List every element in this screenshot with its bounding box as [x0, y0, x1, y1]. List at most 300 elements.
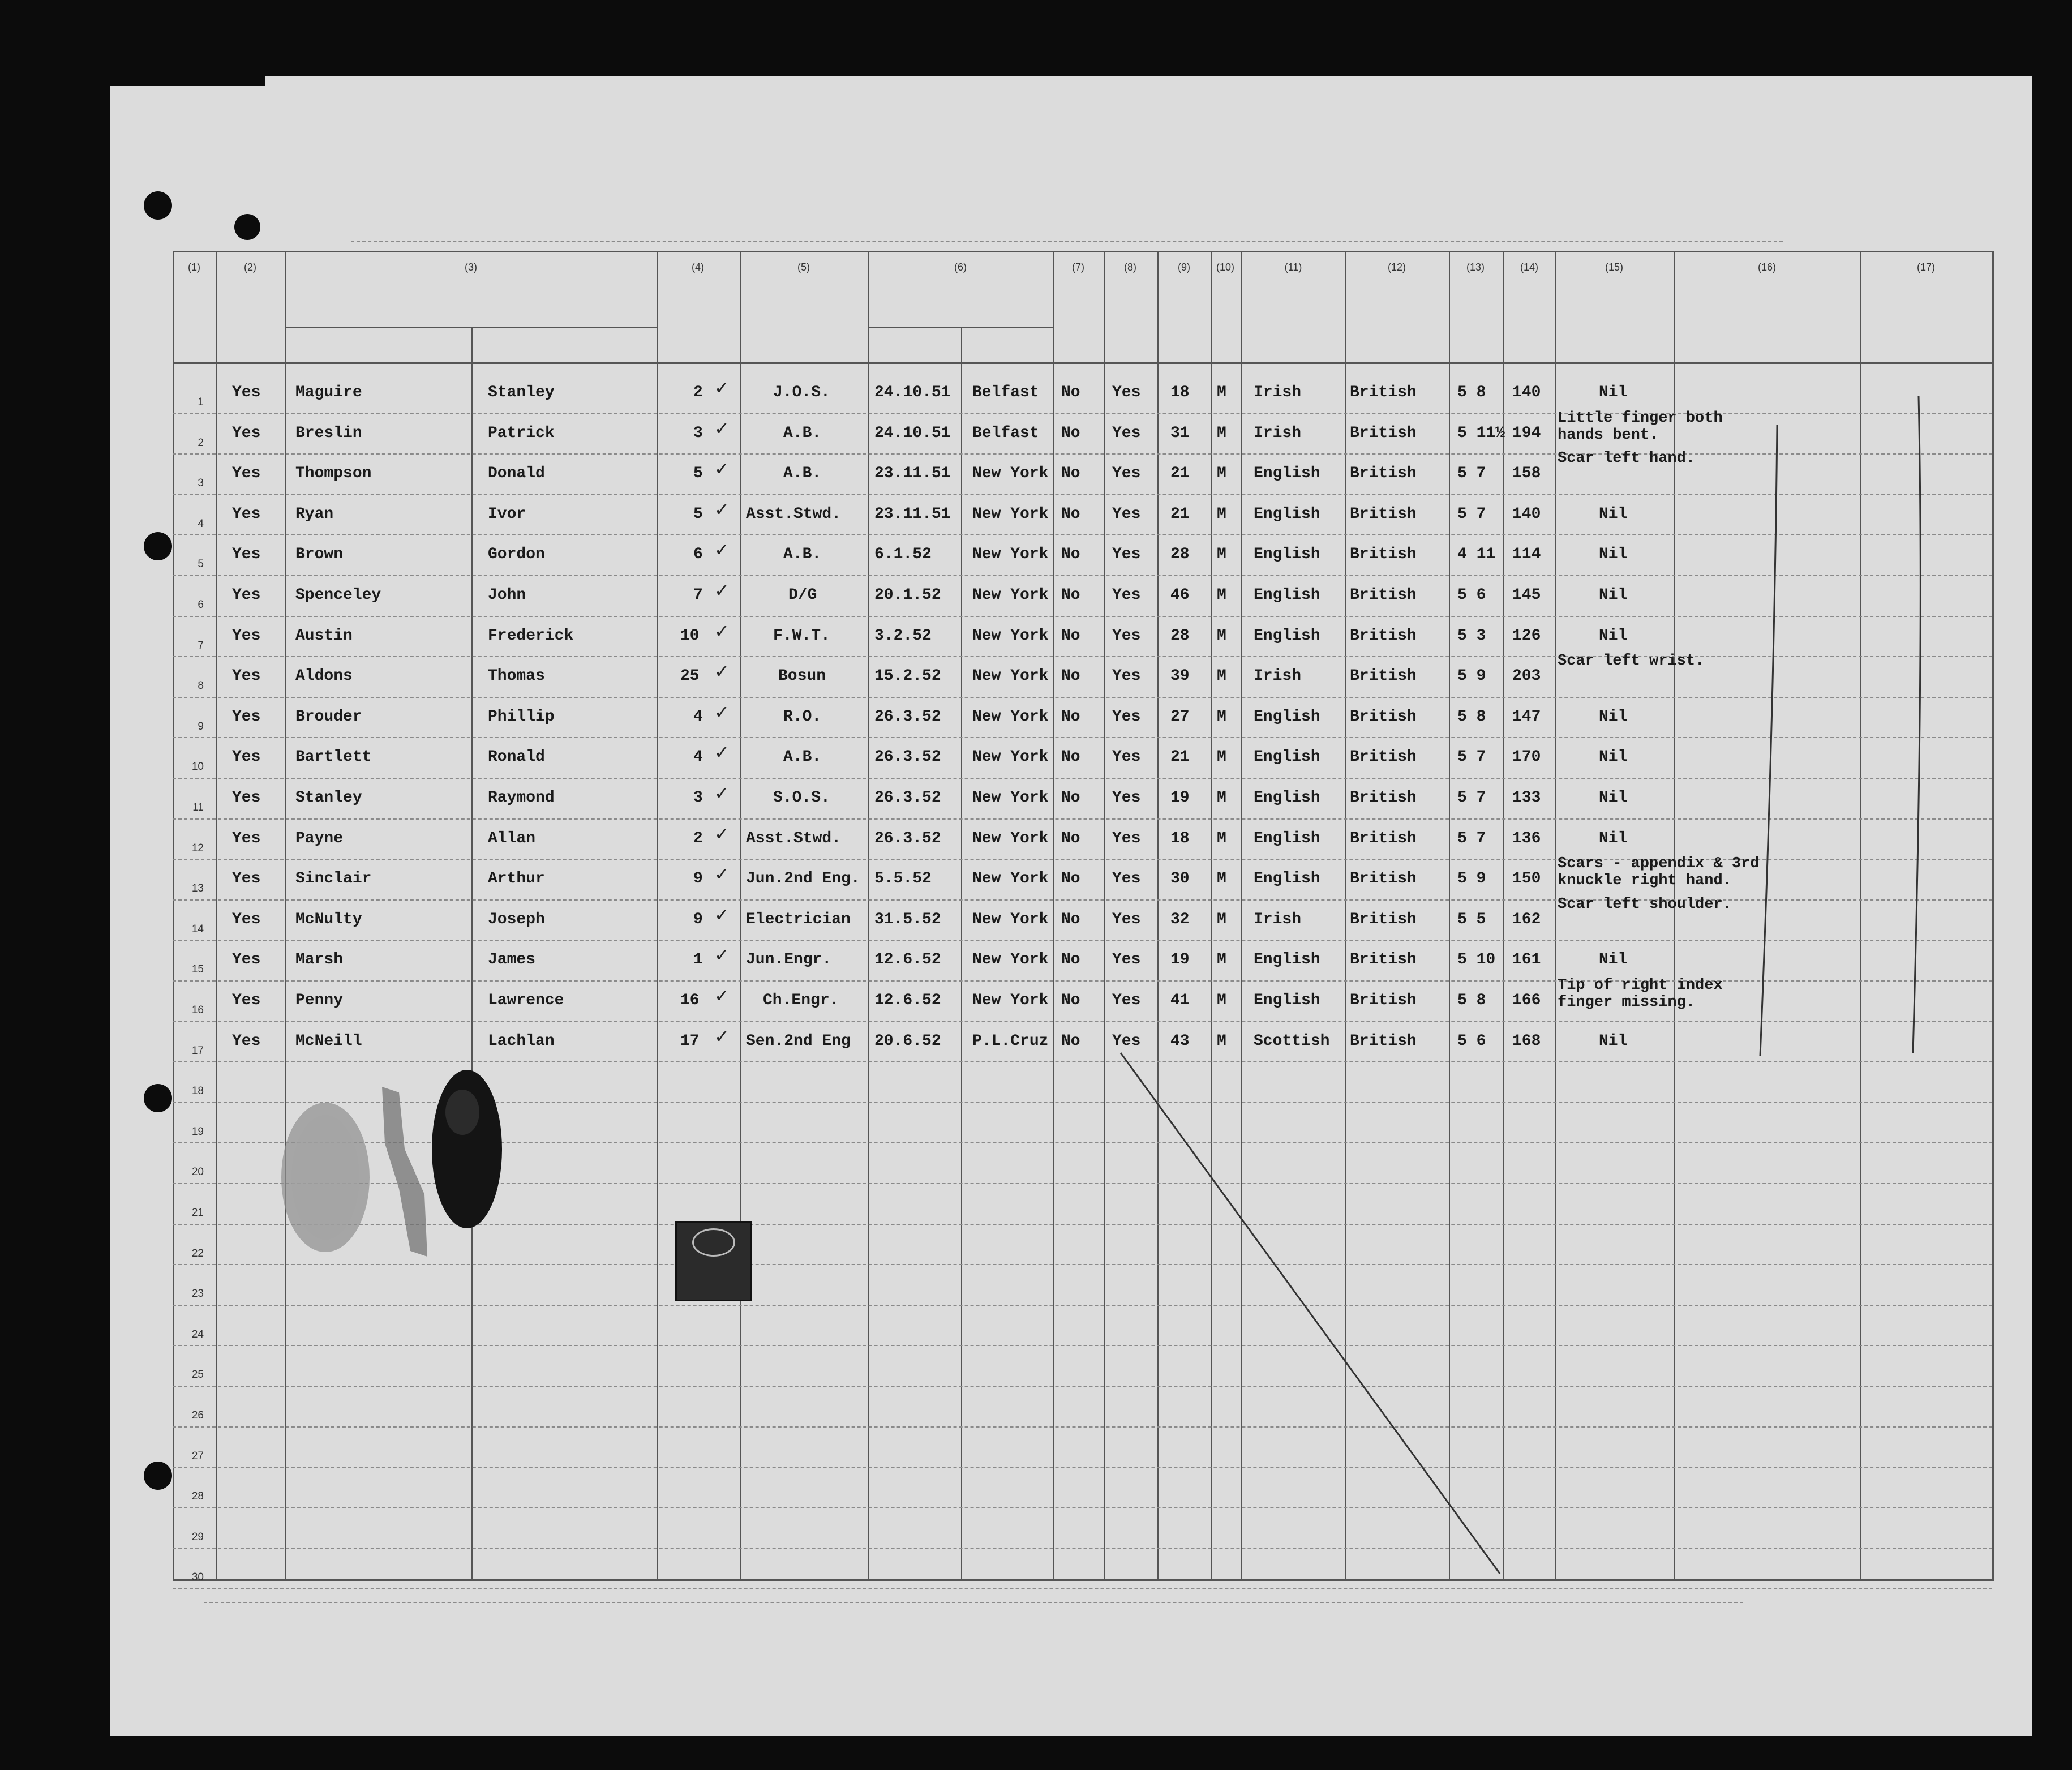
- crew-position: Electrician: [746, 910, 851, 928]
- check-mark-icon: ✓: [714, 985, 730, 1006]
- crew-discharged: No: [1061, 424, 1080, 442]
- crew-age: 31: [1170, 424, 1190, 442]
- row-rule: [173, 616, 1992, 617]
- crew-position: A.B.: [783, 546, 822, 564]
- crew-given-name: Gordon: [488, 546, 545, 564]
- column-number: (3): [465, 262, 477, 273]
- crew-weight: 136: [1512, 829, 1541, 847]
- crew-weight: 147: [1512, 708, 1541, 726]
- crew-family-name: Ryan: [295, 505, 334, 523]
- crew-shipped-where: New York: [972, 505, 1049, 523]
- crew-last-voyage: Yes: [232, 748, 261, 766]
- crew-age: 19: [1170, 789, 1190, 807]
- crew-discharged: No: [1061, 870, 1080, 888]
- crew-able-to-read: Yes: [1112, 829, 1141, 847]
- crew-shipped-where: New York: [972, 951, 1049, 969]
- crew-age: 43: [1170, 1032, 1190, 1050]
- crew-given-name: Raymond: [488, 789, 555, 807]
- row-rule: [173, 1467, 1992, 1468]
- crew-race: English: [1254, 708, 1320, 726]
- crew-length-service: 10: [680, 627, 700, 645]
- crew-able-to-read: Yes: [1112, 384, 1141, 401]
- crew-shipped-when: 26.3.52: [874, 708, 941, 726]
- crew-family-name: Spenceley: [295, 586, 381, 604]
- crew-height: 5 7: [1457, 505, 1486, 523]
- crew-nationality: British: [1350, 951, 1417, 969]
- crew-nationality: British: [1350, 505, 1417, 523]
- crew-able-to-read: Yes: [1112, 992, 1141, 1009]
- table-bottom-rule: [173, 1579, 1992, 1581]
- crew-sex: M: [1217, 951, 1226, 969]
- row-number: 3: [198, 477, 204, 490]
- crew-length-service: 17: [680, 1032, 700, 1050]
- column-rule: [961, 327, 962, 1581]
- crew-sex: M: [1217, 1032, 1226, 1050]
- crew-physical-marks: Nil: [1599, 546, 1628, 564]
- column-rule: [740, 251, 741, 1581]
- row-number: 12: [191, 842, 204, 854]
- row-rule: [173, 534, 1992, 535]
- crew-family-name: Brown: [295, 546, 344, 564]
- crew-race: English: [1254, 789, 1320, 807]
- row-number: 1: [198, 396, 204, 408]
- crew-discharged: No: [1061, 992, 1080, 1009]
- crew-length-service: 6: [693, 546, 703, 564]
- crew-weight: 140: [1512, 505, 1541, 523]
- table-header-rule: [173, 362, 1992, 364]
- crew-given-name: Thomas: [488, 667, 545, 685]
- crew-able-to-read: Yes: [1112, 789, 1141, 807]
- crew-family-name: Stanley: [295, 789, 362, 807]
- crew-age: 19: [1170, 951, 1190, 969]
- row-number: 10: [191, 761, 204, 773]
- crew-able-to-read: Yes: [1112, 748, 1141, 766]
- crew-family-name: Penny: [295, 992, 344, 1009]
- crew-given-name: Phillip: [488, 708, 555, 726]
- crew-position: S.O.S.: [773, 789, 830, 807]
- check-mark-icon: ✓: [714, 903, 730, 925]
- crew-position: A.B.: [783, 424, 822, 442]
- crew-shipped-when: 3.2.52: [874, 627, 932, 645]
- check-mark-icon: ✓: [714, 580, 730, 601]
- row-number: 18: [191, 1085, 204, 1098]
- crew-height: 5 10: [1457, 951, 1496, 969]
- row-number: 28: [191, 1490, 204, 1503]
- crew-shipped-when: 12.6.52: [874, 951, 941, 969]
- crew-length-service: 2: [693, 384, 703, 401]
- row-number: 13: [191, 882, 204, 895]
- crew-family-name: Breslin: [295, 424, 362, 442]
- crew-nationality: British: [1350, 465, 1417, 483]
- crew-last-voyage: Yes: [232, 465, 261, 483]
- row-number: 4: [198, 517, 204, 530]
- row-rule: [173, 1345, 1992, 1346]
- column-rule: [657, 251, 658, 1581]
- crew-height: 5 8: [1457, 708, 1486, 726]
- crew-nationality: British: [1350, 870, 1417, 888]
- crew-given-name: Stanley: [488, 384, 555, 401]
- row-number: 21: [191, 1207, 204, 1219]
- table-top-rule: [173, 251, 1992, 252]
- crew-sex: M: [1217, 708, 1226, 726]
- crew-position: R.O.: [783, 708, 822, 726]
- crew-family-name: Bartlett: [295, 748, 372, 766]
- remarks-handwritten-stroke: [1743, 374, 1981, 1070]
- crew-height: 5 9: [1457, 667, 1486, 685]
- row-number: 24: [191, 1328, 204, 1340]
- crew-nationality: British: [1350, 992, 1417, 1009]
- row-number: 22: [191, 1247, 204, 1259]
- crew-physical-marks: Little finger both hands bent.: [1558, 409, 1723, 444]
- crew-last-voyage: Yes: [232, 546, 261, 564]
- check-mark-icon: ✓: [714, 822, 730, 845]
- crew-last-voyage: Yes: [232, 910, 261, 928]
- crew-length-service: 9: [693, 870, 703, 888]
- crew-shipped-when: 12.6.52: [874, 992, 941, 1009]
- crew-shipped-where: New York: [972, 546, 1049, 564]
- crew-weight: 126: [1512, 627, 1541, 645]
- binder-hole: [144, 1084, 172, 1112]
- binder-hole: [144, 1462, 172, 1490]
- crew-shipped-where: P.L.Cruz: [972, 1032, 1049, 1050]
- crew-discharged: No: [1061, 465, 1080, 483]
- row-rule: [173, 1548, 1992, 1549]
- crew-last-voyage: Yes: [232, 505, 261, 523]
- crew-length-service: 4: [693, 748, 703, 766]
- crew-weight: 145: [1512, 586, 1541, 604]
- crew-able-to-read: Yes: [1112, 870, 1141, 888]
- column-rule: [285, 251, 286, 1581]
- check-mark-icon: ✓: [714, 539, 730, 561]
- crew-nationality: British: [1350, 748, 1417, 766]
- crew-given-name: John: [488, 586, 526, 604]
- crew-sex: M: [1217, 829, 1226, 847]
- fee-stamp: [675, 1221, 752, 1301]
- row-number: 15: [191, 963, 204, 976]
- column-number: (9): [1178, 262, 1190, 273]
- column-number: (6): [954, 262, 967, 273]
- row-number: 20: [191, 1166, 204, 1178]
- row-number: 5: [198, 558, 204, 571]
- row-number: 26: [191, 1409, 204, 1421]
- row-rule: [173, 494, 1992, 495]
- crew-weight: 161: [1512, 951, 1541, 969]
- crew-position: Jun.Engr.: [746, 951, 832, 969]
- crew-last-voyage: Yes: [232, 870, 261, 888]
- crew-race: English: [1254, 505, 1320, 523]
- crew-able-to-read: Yes: [1112, 424, 1141, 442]
- crew-shipped-when: 26.3.52: [874, 748, 941, 766]
- row-number: 17: [191, 1044, 204, 1057]
- column-number: (16): [1757, 262, 1776, 273]
- crew-family-name: Payne: [295, 829, 344, 847]
- crew-nationality: British: [1350, 1032, 1417, 1050]
- crew-discharged: No: [1061, 789, 1080, 807]
- crew-race: Irish: [1254, 424, 1302, 442]
- crew-shipped-where: New York: [972, 627, 1049, 645]
- crew-physical-marks: Nil: [1599, 586, 1628, 604]
- crew-weight: 114: [1512, 546, 1541, 564]
- crew-length-service: 16: [680, 992, 700, 1009]
- column-number: (5): [797, 262, 810, 273]
- crew-physical-marks: Scar left hand.: [1558, 450, 1696, 468]
- crew-physical-marks: Tip of right index finger missing.: [1558, 977, 1723, 1011]
- crew-shipped-when: 6.1.52: [874, 546, 932, 564]
- crew-race: English: [1254, 465, 1320, 483]
- crew-able-to-read: Yes: [1112, 627, 1141, 645]
- check-mark-icon: ✓: [714, 620, 730, 642]
- crew-discharged: No: [1061, 951, 1080, 969]
- crew-shipped-where: Belfast: [972, 424, 1039, 442]
- crew-length-service: 3: [693, 424, 703, 442]
- crew-sex: M: [1217, 546, 1226, 564]
- crew-height: 5 7: [1457, 465, 1486, 483]
- check-mark-icon: ✓: [714, 1025, 730, 1047]
- crew-discharged: No: [1061, 384, 1080, 401]
- crew-position: Asst.Stwd.: [746, 829, 842, 847]
- crew-shipped-when: 23.11.51: [874, 465, 951, 483]
- crew-physical-marks: Nil: [1599, 789, 1628, 807]
- row-rule: [173, 1021, 1992, 1022]
- crew-weight: 150: [1512, 870, 1541, 888]
- crew-length-service: 25: [680, 667, 700, 685]
- closing-diagonal-line: [1109, 1047, 1505, 1579]
- crew-last-voyage: Yes: [232, 627, 261, 645]
- column-number: (13): [1466, 262, 1485, 273]
- crew-sex: M: [1217, 992, 1226, 1009]
- crew-given-name: Allan: [488, 829, 536, 847]
- crew-shipped-where: New York: [972, 586, 1049, 604]
- crew-family-name: Thompson: [295, 465, 372, 483]
- crew-shipped-when: 15.2.52: [874, 667, 941, 685]
- crew-length-service: 3: [693, 789, 703, 807]
- crew-nationality: British: [1350, 789, 1417, 807]
- crew-sex: M: [1217, 505, 1226, 523]
- crew-weight: 194: [1512, 424, 1541, 442]
- check-mark-icon: ✓: [714, 701, 730, 723]
- vessel-underline: [351, 241, 1783, 242]
- column-rule: [1104, 251, 1105, 1581]
- check-mark-icon: ✓: [714, 498, 730, 520]
- crew-discharged: No: [1061, 627, 1080, 645]
- column-rule: [173, 251, 174, 1581]
- check-mark-icon: ✓: [714, 782, 730, 804]
- row-rule: [173, 778, 1992, 779]
- crew-last-voyage: Yes: [232, 789, 261, 807]
- row-rule: [173, 940, 1992, 941]
- fee-stamp-center: [692, 1228, 735, 1257]
- crew-height: 5 9: [1457, 870, 1486, 888]
- crew-position: Asst.Stwd.: [746, 505, 842, 523]
- column-number: (14): [1520, 262, 1538, 273]
- crew-length-service: 7: [693, 586, 703, 604]
- crew-discharged: No: [1061, 505, 1080, 523]
- crew-weight: 203: [1512, 667, 1541, 685]
- crew-physical-marks: Scar left wrist.: [1558, 653, 1705, 670]
- crew-last-voyage: Yes: [232, 829, 261, 847]
- crew-height: 4 11: [1457, 546, 1496, 564]
- crew-family-name: Marsh: [295, 951, 344, 969]
- sheet-top-strip: [265, 76, 2032, 116]
- column-number: (1): [188, 262, 200, 273]
- crew-height: 5 8: [1457, 992, 1486, 1009]
- crew-sex: M: [1217, 748, 1226, 766]
- crew-height: 5 5: [1457, 910, 1486, 928]
- row-rule: [173, 697, 1992, 698]
- row-rule: [173, 1264, 1992, 1265]
- crew-able-to-read: Yes: [1112, 505, 1141, 523]
- crew-weight: 170: [1512, 748, 1541, 766]
- crew-given-name: Ronald: [488, 748, 545, 766]
- crew-race: English: [1254, 748, 1320, 766]
- crew-length-service: 5: [693, 465, 703, 483]
- embossed-seal: [277, 1098, 374, 1257]
- row-number: 8: [198, 680, 204, 692]
- crew-race: English: [1254, 870, 1320, 888]
- crew-race: Scottish: [1254, 1032, 1330, 1050]
- crew-physical-marks: Nil: [1599, 748, 1628, 766]
- crew-given-name: Joseph: [488, 910, 545, 928]
- column-number: (8): [1124, 262, 1136, 273]
- row-rule: [173, 737, 1992, 738]
- crew-shipped-when: 26.3.52: [874, 829, 941, 847]
- column-number: (4): [692, 262, 704, 273]
- row-number: 30: [191, 1571, 204, 1584]
- crew-age: 46: [1170, 586, 1190, 604]
- column-number: (7): [1072, 262, 1084, 273]
- crew-age: 32: [1170, 910, 1190, 928]
- crew-shipped-where: New York: [972, 910, 1049, 928]
- crew-shipped-where: New York: [972, 708, 1049, 726]
- crew-age: 18: [1170, 829, 1190, 847]
- crew-sex: M: [1217, 667, 1226, 685]
- crew-position: J.O.S.: [773, 384, 830, 401]
- crew-length-service: 2: [693, 829, 703, 847]
- crew-given-name: Lachlan: [488, 1032, 555, 1050]
- crew-weight: 133: [1512, 789, 1541, 807]
- crew-position: Sen.2nd Eng: [746, 1032, 851, 1050]
- crew-nationality: British: [1350, 708, 1417, 726]
- crew-height: 5 11½: [1457, 424, 1505, 442]
- crew-nationality: British: [1350, 384, 1417, 401]
- crew-family-name: Maguire: [295, 384, 362, 401]
- crew-given-name: Patrick: [488, 424, 555, 442]
- crew-shipped-when: 23.11.51: [874, 505, 951, 523]
- crew-physical-marks: Nil: [1599, 505, 1628, 523]
- crew-sex: M: [1217, 424, 1226, 442]
- column-number: (12): [1387, 262, 1406, 273]
- crew-able-to-read: Yes: [1112, 586, 1141, 604]
- row-rule: [173, 1507, 1992, 1508]
- crew-sex: M: [1217, 789, 1226, 807]
- crew-physical-marks: Nil: [1599, 829, 1628, 847]
- crew-position: A.B.: [783, 465, 822, 483]
- crew-weight: 158: [1512, 465, 1541, 483]
- crew-age: 28: [1170, 546, 1190, 564]
- crew-last-voyage: Yes: [232, 384, 261, 401]
- crew-discharged: No: [1061, 546, 1080, 564]
- crew-discharged: No: [1061, 748, 1080, 766]
- crew-race: English: [1254, 992, 1320, 1009]
- column-rule: [216, 251, 217, 1581]
- crew-discharged: No: [1061, 910, 1080, 928]
- check-mark-icon: ✓: [714, 417, 730, 439]
- crew-weight: 166: [1512, 992, 1541, 1009]
- crew-able-to-read: Yes: [1112, 667, 1141, 685]
- crew-physical-marks: Nil: [1599, 627, 1628, 645]
- column-number: (17): [1916, 262, 1935, 273]
- crew-physical-marks: Nil: [1599, 1032, 1628, 1050]
- crew-race: English: [1254, 829, 1320, 847]
- binder-hole: [144, 532, 172, 560]
- crew-length-service: 9: [693, 910, 703, 928]
- crew-shipped-where: New York: [972, 870, 1049, 888]
- crew-physical-marks: Scar left shoulder.: [1558, 895, 1732, 913]
- wax-seal: [422, 1061, 512, 1237]
- crew-age: 27: [1170, 708, 1190, 726]
- crew-last-voyage: Yes: [232, 586, 261, 604]
- column-rule: [868, 251, 869, 1581]
- crew-shipped-when: 31.5.52: [874, 910, 941, 928]
- crew-shipped-when: 24.10.51: [874, 384, 951, 401]
- crew-age: 41: [1170, 992, 1190, 1009]
- column-rule: [1053, 251, 1054, 1581]
- crew-given-name: James: [488, 951, 536, 969]
- check-mark-icon: ✓: [714, 944, 730, 966]
- column-number: (11): [1284, 262, 1302, 273]
- check-mark-icon: ✓: [714, 458, 730, 480]
- row-number: 11: [192, 802, 204, 813]
- crew-family-name: Aldons: [295, 667, 353, 685]
- crew-able-to-read: Yes: [1112, 708, 1141, 726]
- crew-physical-marks: Nil: [1599, 384, 1628, 401]
- crew-discharged: No: [1061, 829, 1080, 847]
- crew-able-to-read: Yes: [1112, 1032, 1141, 1050]
- crew-able-to-read: Yes: [1112, 465, 1141, 483]
- crew-shipped-where: New York: [972, 992, 1049, 1009]
- crew-able-to-read: Yes: [1112, 951, 1141, 969]
- crew-nationality: British: [1350, 667, 1417, 685]
- row-rule: [173, 1305, 1992, 1306]
- crew-race: English: [1254, 546, 1320, 564]
- crew-height: 5 6: [1457, 586, 1486, 604]
- row-number: 16: [191, 1004, 204, 1016]
- crew-height: 5 7: [1457, 789, 1486, 807]
- crew-last-voyage: Yes: [232, 1032, 261, 1050]
- column-number: (15): [1605, 262, 1623, 273]
- column-rule: [471, 327, 473, 1581]
- crew-age: 21: [1170, 505, 1190, 523]
- crew-position: Jun.2nd Eng.: [746, 870, 860, 888]
- crew-race: Irish: [1254, 384, 1302, 401]
- binder-hole: [234, 214, 260, 240]
- crew-sex: M: [1217, 384, 1226, 401]
- crew-age: 21: [1170, 748, 1190, 766]
- crew-given-name: Lawrence: [488, 992, 564, 1009]
- crew-race: English: [1254, 627, 1320, 645]
- binder-hole: [144, 191, 172, 220]
- crew-discharged: No: [1061, 667, 1080, 685]
- crew-family-name: McNulty: [295, 910, 362, 928]
- crew-position: D/G: [788, 586, 817, 604]
- crew-age: 18: [1170, 384, 1190, 401]
- crew-position: Ch.Engr.: [763, 992, 839, 1009]
- row-rule: [173, 1588, 1992, 1589]
- crew-sex: M: [1217, 586, 1226, 604]
- crew-shipped-where: New York: [972, 465, 1049, 483]
- crew-sex: M: [1217, 870, 1226, 888]
- crew-given-name: Ivor: [488, 505, 526, 523]
